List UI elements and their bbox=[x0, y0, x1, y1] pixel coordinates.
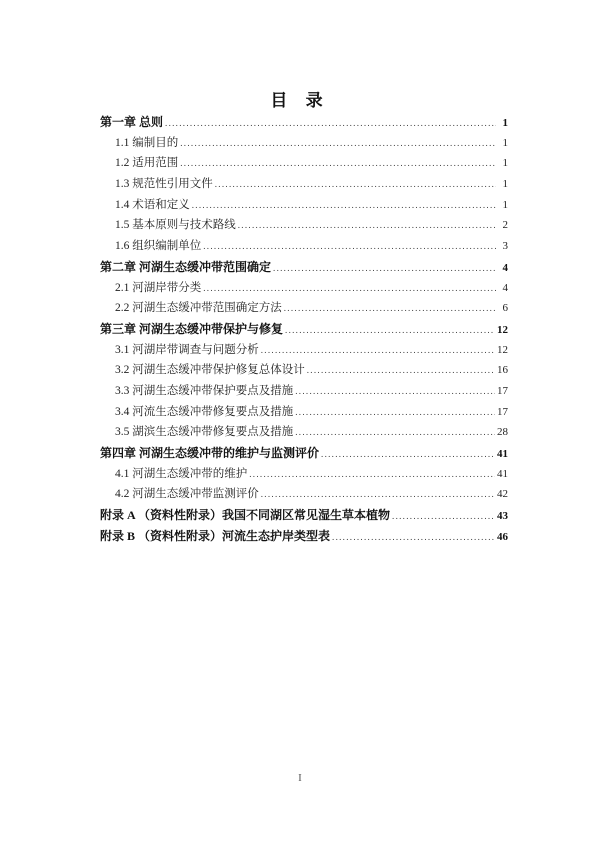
toc-entry-page: 4 bbox=[502, 261, 508, 274]
toc-entry-page: 41 bbox=[497, 467, 508, 480]
toc-entry bbox=[100, 257, 508, 278]
toc-leader-dots bbox=[295, 402, 495, 423]
toc-leader-dots bbox=[332, 527, 495, 548]
toc-leader-dots bbox=[203, 236, 496, 257]
toc-entry bbox=[100, 298, 508, 319]
toc-entry bbox=[100, 236, 508, 257]
toc-leader-dots bbox=[192, 195, 496, 216]
toc-leader-dots bbox=[307, 360, 495, 381]
toc-entry-label: 3.2 河湖生态缓冲带保护修复总体设计 bbox=[115, 364, 305, 377]
toc-entry-page: 46 bbox=[497, 530, 508, 543]
toc-entry-label: 3.4 河流生态缓冲带修复要点及措施 bbox=[115, 405, 294, 418]
toc-entry-page: 16 bbox=[497, 364, 508, 377]
toc-entry-label: 1.3 规范性引用文件 bbox=[115, 178, 213, 191]
toc-entry-label: 1.2 适用范围 bbox=[115, 157, 179, 170]
toc-leader-dots bbox=[249, 464, 495, 485]
toc-entry-label: 2.1 河湖岸带分类 bbox=[115, 281, 202, 294]
toc-entry-label: 4.2 河湖生态缓冲带监测评价 bbox=[115, 488, 259, 501]
toc-entry-page: 12 bbox=[497, 323, 508, 336]
toc-entry-page: 41 bbox=[497, 448, 508, 460]
toc-entry-label: 4.1 河湖生态缓冲带的维护 bbox=[115, 467, 248, 480]
toc-entry-label: 3.5 湖滨生态缓冲带修复要点及措施 bbox=[115, 426, 294, 439]
toc-entry-label: 第三章 河湖生态缓冲带保护与修复 bbox=[100, 321, 284, 336]
toc-leader-dots bbox=[285, 320, 495, 341]
toc-leader-dots bbox=[203, 278, 496, 299]
toc-leader-dots bbox=[180, 153, 496, 174]
toc-entry bbox=[100, 174, 508, 195]
toc-entry bbox=[100, 381, 508, 402]
toc-entry-label: 附录 A （资料性附录）我国不同湖区常见湿生草本植物 bbox=[100, 508, 391, 523]
toc-entry-page: 28 bbox=[497, 426, 508, 439]
toc-list bbox=[100, 112, 508, 546]
toc-entry bbox=[100, 402, 508, 423]
toc-entry bbox=[100, 319, 508, 340]
toc-entry-page: 1 bbox=[502, 117, 508, 129]
toc-entry bbox=[100, 215, 508, 236]
toc-leader-dots bbox=[392, 506, 495, 527]
toc-entry-label: 1.6 组织编制单位 bbox=[115, 240, 202, 253]
toc-entry-page: 1 bbox=[502, 178, 508, 191]
toc-entry bbox=[100, 484, 508, 505]
toc-entry-label: 第一章 总则 bbox=[100, 115, 164, 129]
toc-entry-label: 第四章 河湖生态缓冲带的维护与监测评价 bbox=[100, 446, 320, 460]
toc-entry-page: 12 bbox=[497, 343, 508, 356]
toc-entry-page: 6 bbox=[502, 302, 508, 315]
toc-leader-dots bbox=[261, 340, 495, 361]
toc-entry-label: 1.1 编制目的 bbox=[115, 136, 179, 149]
toc-entry-page: 17 bbox=[497, 384, 508, 397]
toc-leader-dots bbox=[215, 174, 496, 195]
toc-entry-label: 3.1 河湖岸带调查与问题分析 bbox=[115, 343, 259, 356]
toc-entry bbox=[100, 153, 508, 174]
toc-entry-label: 3.3 河湖生态缓冲带保护要点及措施 bbox=[115, 384, 294, 397]
toc-entry bbox=[100, 443, 508, 464]
toc-entry-label: 第二章 河湖生态缓冲带范围确定 bbox=[100, 259, 272, 274]
toc-entry bbox=[100, 526, 508, 547]
toc-entry-page: 1 bbox=[502, 198, 508, 211]
toc-entry-page: 4 bbox=[502, 281, 508, 294]
toc-entry-label: 2.2 河湖生态缓冲带范围确定方法 bbox=[115, 302, 282, 315]
toc-entry-page: 2 bbox=[502, 219, 508, 232]
toc-leader-dots bbox=[165, 113, 496, 134]
toc-entry bbox=[100, 112, 508, 133]
toc-leader-dots bbox=[261, 484, 495, 505]
toc-entry bbox=[100, 360, 508, 381]
toc-entry bbox=[100, 133, 508, 154]
toc-entry-page: 17 bbox=[497, 405, 508, 418]
toc-leader-dots bbox=[273, 258, 496, 279]
toc-entry bbox=[100, 340, 508, 361]
toc-leader-dots bbox=[295, 422, 495, 443]
toc-entry-label: 1.4 术语和定义 bbox=[115, 198, 190, 211]
toc-leader-dots bbox=[321, 444, 495, 465]
toc-entry-page: 42 bbox=[497, 488, 508, 501]
page-title: 目 录 bbox=[270, 91, 330, 110]
toc-entry-page: 1 bbox=[502, 136, 508, 149]
toc-entry-label: 1.5 基本原则与技术路线 bbox=[115, 219, 236, 232]
toc-entry-page: 43 bbox=[497, 510, 508, 523]
toc-leader-dots bbox=[284, 298, 496, 319]
toc-entry bbox=[100, 464, 508, 485]
toc-entry bbox=[100, 278, 508, 299]
toc-leader-dots bbox=[295, 381, 495, 402]
toc-entry bbox=[100, 422, 508, 443]
footer-page-number: I bbox=[298, 772, 302, 784]
toc-leader-dots bbox=[238, 215, 496, 236]
toc-entry-page: 1 bbox=[502, 157, 508, 170]
toc-leader-dots bbox=[180, 133, 496, 154]
toc-entry bbox=[100, 195, 508, 216]
toc-entry-page: 3 bbox=[502, 240, 508, 253]
toc-entry-label: 附录 B （资料性附录）河流生态护岸类型表 bbox=[100, 528, 331, 543]
toc-entry bbox=[100, 505, 508, 526]
